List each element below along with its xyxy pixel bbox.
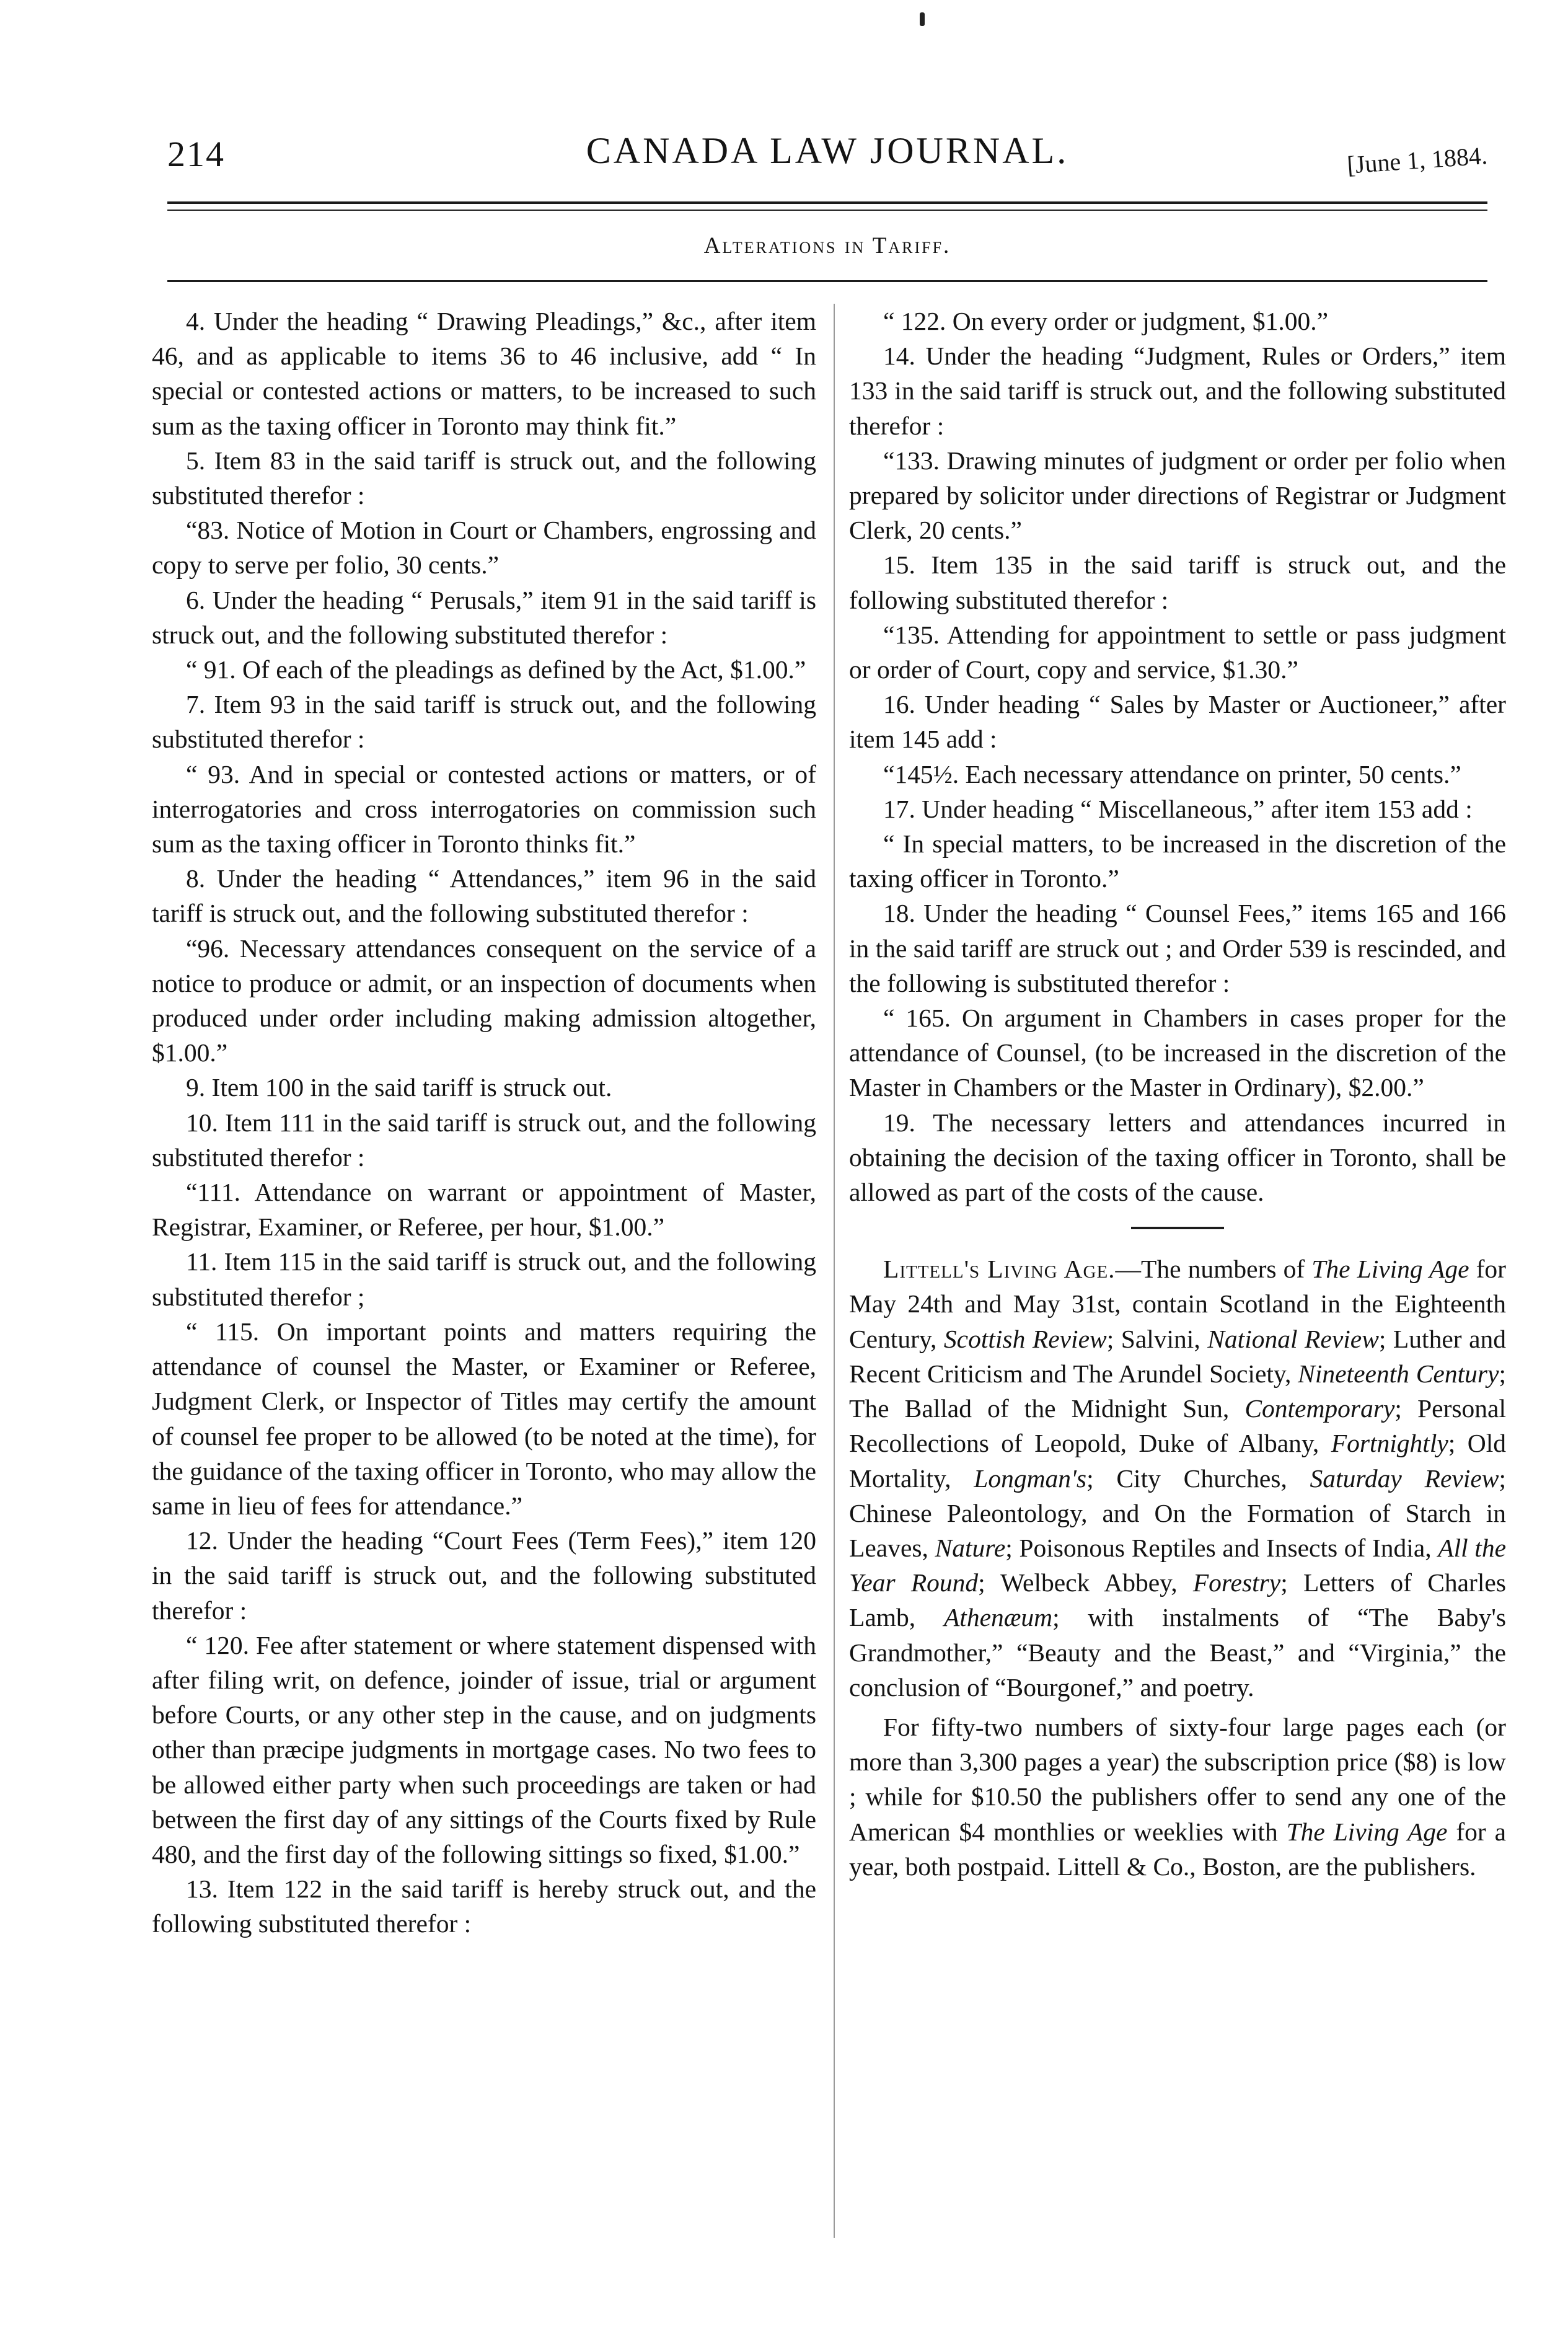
paragraph: “ In special matters, to be increased in the discretion of the taxing officer in Toronto.” <box>849 829 1506 893</box>
title-scottish-review: Scottish Review <box>943 1324 1107 1353</box>
notice-text: for a year, both postpaid. Littell & Co., Boston, are the publishers. <box>849 1817 1506 1881</box>
title-nature: Nature <box>935 1533 1006 1562</box>
printer-mark <box>920 12 925 26</box>
title-all-the-year-round: All the Year Round <box>849 1533 1506 1597</box>
paragraph: “96. Necessary attendances consequent on the service of a notice to produce or admit, or an inspection of documents when produced under order including making admission altogether, $1.00.” <box>152 934 816 1067</box>
notice-text: ; Personal Recollections of Leopold, Duke of Albany, <box>849 1394 1506 1458</box>
title-athenaeum: Athenæum <box>943 1603 1053 1632</box>
paragraph: 4. Under the heading “ Drawing Pleadings,” &c., after item 46, and as applicable to items 36 to 46 inclusive, add “ In special or contested actions or matters, to be increased to such sum as the taxing officer in Toronto may think fit.” <box>152 307 816 440</box>
paragraph: 8. Under the heading “ Attendances,” item 96 in the said tariff is struck out, and the following substituted therefor : <box>152 864 816 928</box>
paragraph: 18. Under the heading “ Counsel Fees,” items 165 and 166 in the said tariff are struck out ; and Order 539 is rescinded, and the following is substituted therefor : <box>849 899 1506 997</box>
notice-text: ; Salvini, <box>1106 1324 1208 1353</box>
paragraph: “145½. Each necessary attendance on printer, 50 cents.” <box>883 759 1461 788</box>
title-forestry: Forestry <box>1192 1568 1281 1597</box>
paragraph: “ 120. Fee after statement or where statement dispensed with after filing writ, on defence, joinder of issue, trial or argument before Courts, or any other step in the cause, and on judgments other than præcipe judgments in mortgage cases. No two fees to be allowed either party when such proceedings are taken or had between the first day of any sittings of the Courts fixed by Rule 480, and the first day of the following sittings so fixed, $1.00.” <box>152 1630 816 1868</box>
notice-text: ; Welbeck Abbey, <box>978 1568 1193 1597</box>
title-living-age: The Living Age <box>1286 1817 1448 1846</box>
title-fortnightly: Fortnightly <box>1331 1429 1448 1458</box>
issue-date: [June 1, 1884. <box>1346 141 1489 179</box>
notice-text: for May 24th and May 31st, contain Scotland in the Eighteenth Century, <box>849 1255 1506 1353</box>
notice-text: The numbers of <box>1141 1255 1312 1284</box>
notice-text: ; Luther and Recent Criticism and The Arundel Society, <box>849 1324 1507 1388</box>
paragraph: 16. Under heading “ Sales by Master or Auctioneer,” after item 145 add : <box>849 690 1506 754</box>
title-saturday-review: Saturday Review <box>1310 1464 1499 1493</box>
paragraph: 7. Item 93 in the said tariff is struck out, and the following substituted therefor : <box>152 690 816 754</box>
paragraph: “ 91. Of each of the pleadings as defined by the Act, $1.00.” <box>186 655 806 684</box>
page-number: 214 <box>167 134 225 174</box>
notice-text: For fifty-two numbers of sixty-four large pages each (or more than 3,300 pages a year) the subscription price ($8) is low ; while for $10.50 the publishers offer to send any one of the American $4 monthlies or weeklies with <box>849 1712 1506 1846</box>
header-rule-bottom <box>167 210 1487 211</box>
notice-text: ; Poisonous Reptiles and Insects of India, <box>1005 1533 1438 1562</box>
paragraph: “ 115. On important points and matters requiring the attendance of counsel the Master, or Examiner or Referee, Judgment Clerk, or Inspector of Titles may certify the amount of counsel fee proper to be allowed (to be noted at the time), for the guidance of the taxing officer in Toronto, who may allow the same in lieu of fees for attendance.” <box>152 1317 816 1520</box>
notice-dash: — <box>1115 1255 1142 1284</box>
notice-heading: Littell's Living Age. <box>883 1255 1116 1284</box>
left-column <box>152 304 816 1941</box>
paragraph: 6. Under the heading “ Perusals,” item 91 in the said tariff is struck out, and the following substituted therefor : <box>152 585 816 649</box>
paragraph: 14. Under the heading “Judgment, Rules or Orders,” item 133 in the said tariff is struck out, and the following substituted therefor : <box>849 342 1506 440</box>
column-divider <box>834 304 835 2238</box>
title-living-age: The Living Age <box>1311 1255 1469 1284</box>
notice-text: ; Chinese Paleontology, and On the Formation of Starch in Leaves, <box>849 1464 1506 1562</box>
notice-text: ; Old Mortality, <box>849 1429 1506 1493</box>
notice-text: ; The Ballad of the Midnight Sun, <box>849 1359 1506 1423</box>
paragraph: 11. Item 115 in the said tariff is struck out, and the following substituted therefor ; <box>152 1247 816 1311</box>
paragraph: 9. Item 100 in the said tariff is struck out. <box>186 1073 612 1102</box>
section-rule <box>167 280 1487 282</box>
paragraph: “135. Attending for appointment to settle or pass judgment or order of Court, copy and service, $1.30.” <box>849 620 1506 684</box>
paragraph: 17. Under heading “ Miscellaneous,” after item 153 add : <box>883 794 1473 823</box>
title-longmans: Longman's <box>974 1464 1087 1493</box>
running-head <box>167 130 1489 189</box>
paragraph: “83. Notice of Motion in Court or Chambers, engrossing and copy to serve per folio, 30 cents.” <box>152 516 816 580</box>
title-nineteenth-century: Nineteenth Century <box>1298 1359 1499 1388</box>
paragraph: “111. Attendance on warrant or appointment of Master, Registrar, Examiner, or Referee, per hour, $1.00.” <box>152 1178 816 1242</box>
header-rule-top <box>167 201 1487 204</box>
notice-paragraph <box>849 1710 1506 1884</box>
paragraph: “ 165. On argument in Chambers in cases proper for the attendance of Counsel, (to be increased in the discretion of the Master in Chambers or the Master in Ordinary), $2.00.” <box>849 1004 1506 1102</box>
paragraph: 13. Item 122 in the said tariff is hereby struck out, and the following substituted therefor : <box>152 1875 816 1938</box>
paragraph: “ 93. And in special or contested actions or matters, or of interrogatories and cross interrogatories on commission such sum as the taxing officer in Toronto thinks fit.” <box>152 759 816 859</box>
title-national-review: National Review <box>1207 1324 1379 1353</box>
paragraph: 19. The necessary letters and attendances incurred in obtaining the decision of the taxing officer in Toronto, shall be allowed as part of the costs of the cause. <box>849 1108 1506 1207</box>
title-contemporary: Contemporary <box>1244 1394 1395 1423</box>
section-divider <box>1131 1227 1224 1229</box>
journal-title: CANADA LAW JOURNAL. <box>586 130 1069 171</box>
right-column <box>849 304 1506 1884</box>
paragraph: 15. Item 135 in the said tariff is struck out, and the following substituted therefor : <box>849 550 1506 614</box>
section-title: Alterations in Tariff. <box>703 233 951 258</box>
notice-text: ; with instalments of “The Baby's Grandmother,” “Beauty and the Beast,” and “Virginia,” the conclusion of “Bourgonef,” and poetry. <box>849 1603 1506 1702</box>
paragraph: “133. Drawing minutes of judgment or order per folio when prepared by solicitor under directions of Registrar or Judgment Clerk, 20 cents.” <box>849 446 1506 545</box>
paragraph: 5. Item 83 in the said tariff is struck out, and the following substituted therefor : <box>152 446 816 510</box>
paragraph: 10. Item 111 in the said tariff is struck out, and the following substituted therefor : <box>152 1108 816 1172</box>
paragraph: 12. Under the heading “Court Fees (Term Fees),” item 120 in the said tariff is struck out, and the following substituted therefor : <box>152 1526 816 1625</box>
notice-text: ; Letters of Charles Lamb, <box>849 1568 1506 1632</box>
notice-text: ; City Churches, <box>1086 1464 1310 1493</box>
paragraph: “ 122. On every order or judgment, $1.00.” <box>883 307 1328 335</box>
notice-paragraph <box>849 1252 1506 1705</box>
